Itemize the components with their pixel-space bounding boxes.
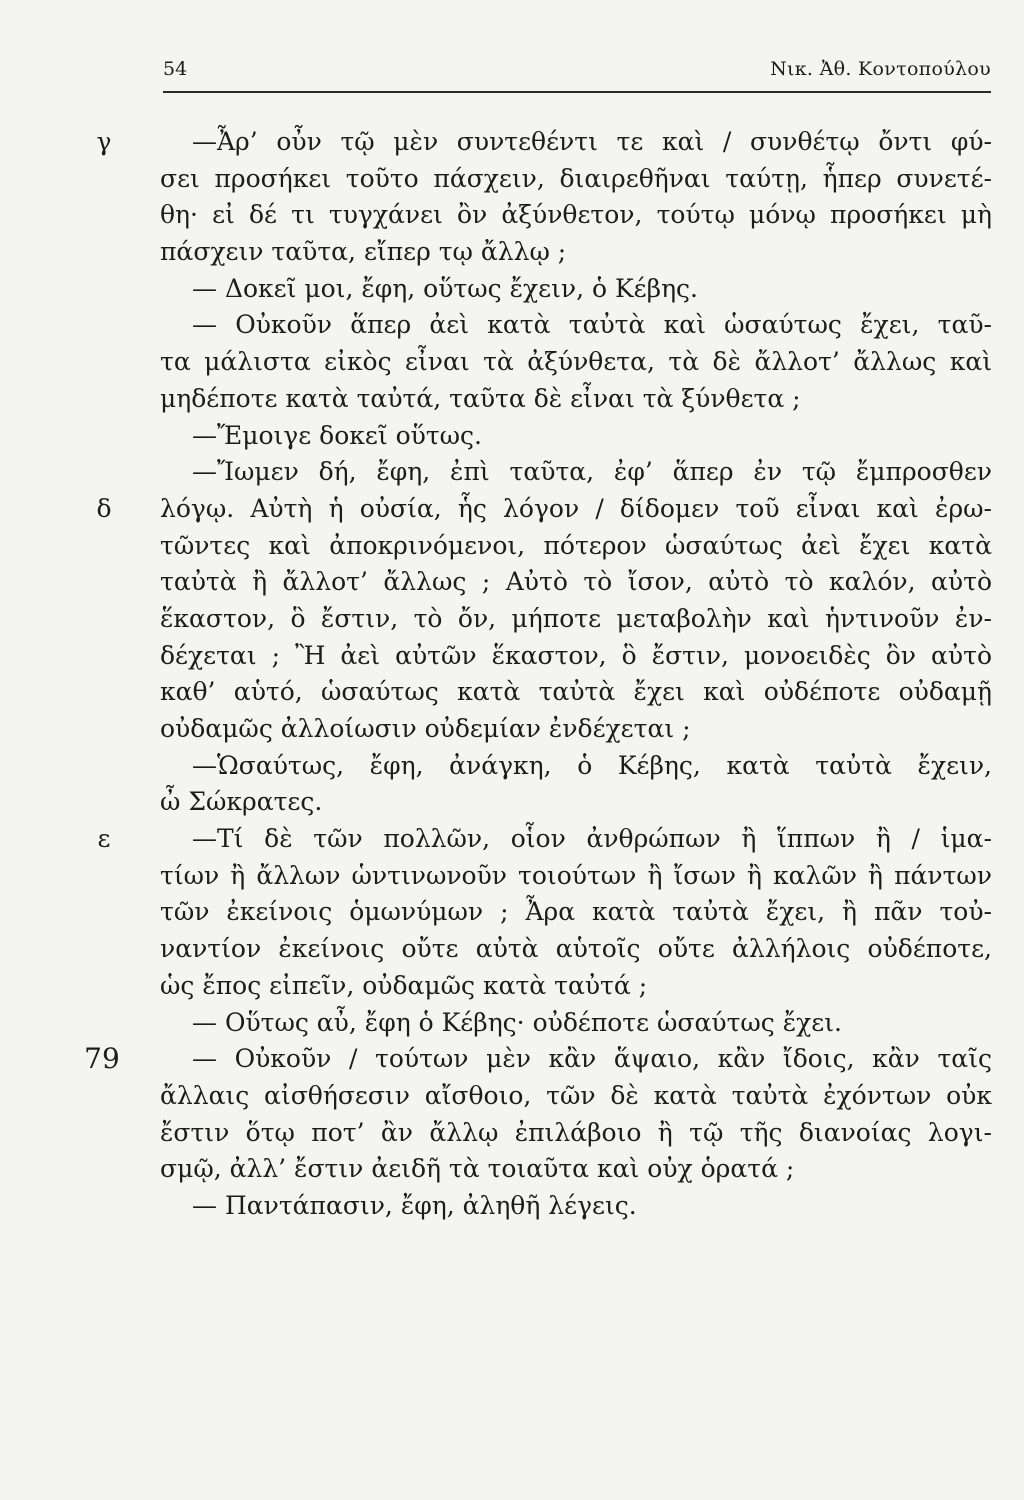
line-text: λόγῳ. Αὐτὴ ἡ οὐσία, ἧς λόγον / δίδομεν τοῦ εἶναι καὶ ἐρω- <box>160 493 992 523</box>
line-text: ἔστιν ὅτῳ ποτ’ ἂν ἄλλῳ ἐπιλάβοιο ἢ τῷ τῆς διανοίας λογι- <box>160 1117 992 1147</box>
line-text: δέχεται ; Ἢ ἀεὶ αὐτῶν ἕκαστον, ὃ ἔστιν, μονοειδὲς ὂν αὐτὸ <box>160 640 992 670</box>
line-text: ἄλλαις αἰσθήσεσιν αἴσθοιο, τῶν δὲ κατὰ ταὐτὰ ἐχόντων οὐκ <box>160 1080 992 1110</box>
line-text: τῶντες καὶ ἀποκρινόμενοι, πότερον ὡσαύτως ἀεὶ ἔχει κατὰ <box>160 530 992 560</box>
text-line <box>96 491 992 528</box>
line-text: μηδέποτε κατὰ ταὐτά, ταῦτα δὲ εἶναι τὰ ξύνθετα ; <box>160 383 801 413</box>
line-text: —Ἴωμεν δή, ἔφη, ἐπὶ ταῦτα, ἐφ’ ἅπερ ἐν τῷ ἔμπροσθεν <box>192 457 992 487</box>
line-text: τῶν ἐκείνοις ὁμωνύμων ; Ἆρα κατὰ ταὐτὰ ἔχει, ἢ πᾶν τοὐ- <box>160 897 992 927</box>
text-line <box>160 197 992 234</box>
text-line <box>160 528 992 565</box>
line-text: σει προσήκει τοῦτο πάσχειν, διαιρεθῆναι ταύτῃ, ἧπερ συνετέ- <box>160 163 992 193</box>
text-line <box>160 307 992 344</box>
margin-marker: ε <box>97 824 111 854</box>
text-line <box>160 1151 992 1188</box>
text-line <box>84 1041 992 1078</box>
line-text: ὦ Σώκρατες. <box>160 787 323 817</box>
text-line <box>160 161 992 198</box>
text-line <box>160 1078 992 1115</box>
text-line <box>160 601 992 638</box>
text-line <box>160 381 992 418</box>
line-text: ἕκαστον, ὃ ἔστιν, τὸ ὄν, μήποτε μεταβολὴν καὶ ἡντινοῦν ἐν- <box>160 603 992 633</box>
header-rule <box>163 91 991 93</box>
line-text: πάσχειν ταῦτα, εἴπερ τῳ ἄλλῳ ; <box>160 237 567 267</box>
margin-marker: δ <box>96 493 112 523</box>
page-header <box>163 58 991 88</box>
text-line <box>160 638 992 675</box>
line-text: οὐδαμῶς ἀλλοίωσιν οὐδεμίαν ἐνδέχεται ; <box>160 714 691 743</box>
text-line <box>160 344 992 381</box>
text-line <box>160 894 992 931</box>
line-text: —Ὡσαύτως, ἔφη, ἀνάγκη, ὁ Κέβης, κατὰ ταὐτὰ ἔχειν, <box>192 750 992 780</box>
line-text: — Παντάπασιν, ἔφη, ἀληθῆ λέγεις. <box>192 1190 637 1220</box>
text-line <box>160 564 992 601</box>
text-line <box>160 1188 992 1225</box>
line-text: τίων ἢ ἄλλων ὡντινωνοῦν τοιούτων ἢ ἴσων ἢ καλῶν ἢ πάντων <box>160 860 992 890</box>
text-line <box>160 674 992 711</box>
text-line <box>160 858 992 895</box>
line-text: — Οὐκοῦν ἅπερ ἀεὶ κατὰ ταὐτὰ καὶ ὡσαύτως ἔχει, ταῦ- <box>192 310 992 340</box>
line-text: καθ’ αὑτό, ὡσαύτως κατὰ ταὐτὰ ἔχει καὶ οὐδέποτε οὐδαμῇ <box>160 677 992 707</box>
text-line <box>160 1005 992 1042</box>
line-text: θη· εἰ δέ τι τυγχάνει ὂν ἀξύνθετον, τούτῳ μόνῳ προσήκει μὴ <box>160 200 992 230</box>
line-text: τα μάλιστα εἰκὸς εἶναι τὰ ἀξύνθετα, τὰ δὲ ἄλλοτ’ ἄλλως καὶ <box>160 347 992 377</box>
text-line <box>97 821 992 858</box>
text-line <box>160 1115 992 1152</box>
text-line <box>160 748 992 785</box>
line-text: —Ἆρ’ οὖν τῷ μὲν συντεθέντι τε καὶ / συνθέτῳ ὄντι φύ- <box>192 127 992 156</box>
margin-marker: γ <box>96 127 112 156</box>
page-number: 54 <box>163 58 188 80</box>
text-line <box>160 234 992 271</box>
running-head: Νικ. Ἀθ. Κοντοπούλου <box>770 58 991 80</box>
text-line <box>160 271 992 308</box>
text-line <box>160 454 992 491</box>
line-text: ναντίον ἐκείνοις οὔτε αὐτὰ αὑτοῖς οὔτε ἀλλήλοις οὐδέποτε, <box>160 934 992 964</box>
line-text: — Οὐκοῦν / τούτων μὲν κἂν ἅψαιο, κἂν ἴδοις, κἂν ταῖς <box>192 1044 992 1074</box>
line-text: ὡς ἔπος εἰπεῖν, οὐδαμῶς κατὰ ταὐτά ; <box>160 970 648 1000</box>
text-block <box>84 124 992 1225</box>
line-text: — Οὕτως αὖ, ἔφη ὁ Κέβης· οὐδέποτε ὡσαύτως ἔχει. <box>192 1007 842 1037</box>
line-text: — Δοκεῖ μοι, ἔφη, οὕτως ἔχειν, ὁ Κέβης. <box>192 273 698 303</box>
margin-marker: 79 <box>84 1042 120 1076</box>
text-line <box>160 711 992 748</box>
text-line <box>96 124 992 161</box>
text-line <box>160 418 992 455</box>
text-line <box>160 968 992 1005</box>
line-text: —Ἔμοιγε δοκεῖ οὕτως. <box>192 420 482 450</box>
line-text: σμῷ, ἀλλ’ ἔστιν ἀειδῆ τὰ τοιαῦτα καὶ οὐχ ὁρατά ; <box>160 1154 795 1184</box>
text-line <box>160 784 992 821</box>
line-text: —Τί δὲ τῶν πολλῶν, οἷον ἀνθρώπων ἢ ἵππων ἢ / ἱμα- <box>192 824 992 854</box>
line-text: ταὐτὰ ἢ ἄλλοτ’ ἄλλως ; Αὐτὸ τὸ ἴσον, αὐτὸ τὸ καλόν, αὐτὸ <box>160 567 992 597</box>
text-line <box>160 931 992 968</box>
